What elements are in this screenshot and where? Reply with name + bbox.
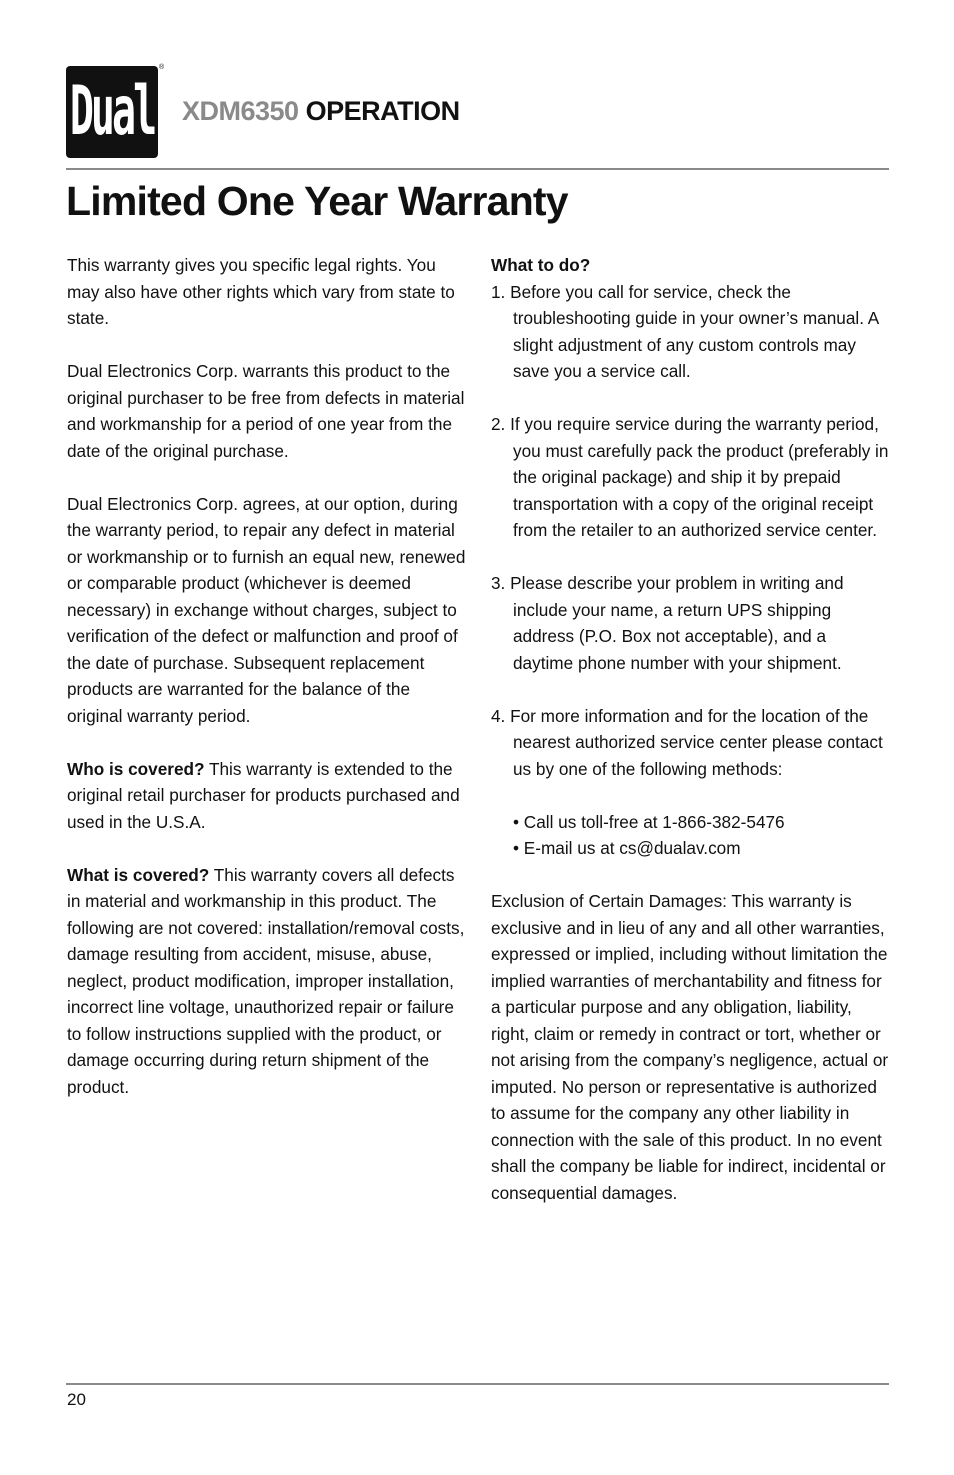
paragraph-legal-rights: This warranty gives you specific legal rights. You may also have other rights which vary from state to state. — [67, 255, 455, 328]
header-title — [182, 96, 460, 127]
step-item: 4. For more information and for the location of the nearest authorized service center please contact us by one of the following methods: — [491, 705, 883, 779]
left-column — [67, 252, 467, 1100]
contact-methods — [491, 809, 889, 862]
paragraph-exclusion: Exclusion of Certain Damages: This warranty is exclusive and in lieu of any and all other warranties, expressed or implied, including without limitation the implied warranties of merchantability and fitness for a particular purpose and any obligation, liability, right, claim or remedy in contract or tort, whether or not arising from the company’s negligence, actual or imputed. No person or representative is authorized to assume for the company any other liability in connection with the sale of this product. In no event shall the company be liable for indirect, incidental or consequential damages. — [491, 891, 889, 1203]
what-to-do-heading: What to do? — [491, 255, 591, 275]
paragraph-what-covered — [67, 862, 467, 1101]
what-covered-text: This warranty covers all defects in material and workmanship in this product. The following are not covered: installation/removal costs, damage resulting from accident, misuse, abuse, neglect, product modification, improper installation, incorrect line voltage, unauthorized repair or failure to follow instructions supplied with the product, or damage occurring during return shipment of the product. — [67, 864, 465, 1097]
section-name: OPERATION — [305, 96, 460, 126]
page-number: 20 — [67, 1390, 86, 1409]
top-divider — [66, 168, 889, 170]
paragraph-repair-option: Dual Electronics Corp. agrees, at our option, during the warranty period, to repair any defect in material or workmanship or to furnish an equal new, renewed or comparable product (whichever is deemed necessary) in exchange without charges, subject to verification of the defect or malfunction and proof of the date of purchase. Subsequent replacement products are warranted for the balance of the original warranty period. — [67, 493, 466, 726]
logo-text: Dual — [69, 72, 155, 152]
right-column — [491, 252, 889, 1206]
step-item: 1. Before you call for service, check the troubleshooting guide in your owner’s manual. A slight adjustment of any custom controls may save you a service call. — [491, 281, 879, 381]
who-covered-label: Who is covered? — [67, 758, 205, 779]
paragraph-warranty-statement: Dual Electronics Corp. warrants this product to the original purchaser to be free from defects in material and workmanship for a period of one year from the date of the original purchase. — [67, 361, 465, 461]
what-covered-label: What is covered? — [67, 864, 210, 885]
contact-phone: • Call us toll-free at 1-866-382-5476 — [513, 811, 785, 832]
brand-logo — [66, 66, 158, 158]
model-name: XDM6350 — [182, 96, 299, 126]
page-title: Limited One Year Warranty — [66, 178, 568, 224]
step-item: 2. If you require service during the warranty period, you must carefully pack the product (preferably in the original package) and ship it by prepaid transportation with a copy of the original receipt from the retailer to an authorized service center. — [491, 414, 889, 540]
registered-mark: ® — [159, 64, 165, 71]
step-item: 3. Please describe your problem in writing and include your name, a return UPS shipping address (P.O. Box not acceptable), and a daytime phone number with your shipment. — [491, 573, 844, 673]
who-covered-text: This warranty is extended to the original retail purchaser for products purchased and used in the U.S.A. — [67, 758, 460, 832]
paragraph-who-covered — [67, 756, 467, 836]
bottom-divider — [66, 1383, 889, 1385]
contact-email: • E-mail us at cs@dualav.com — [513, 838, 741, 858]
